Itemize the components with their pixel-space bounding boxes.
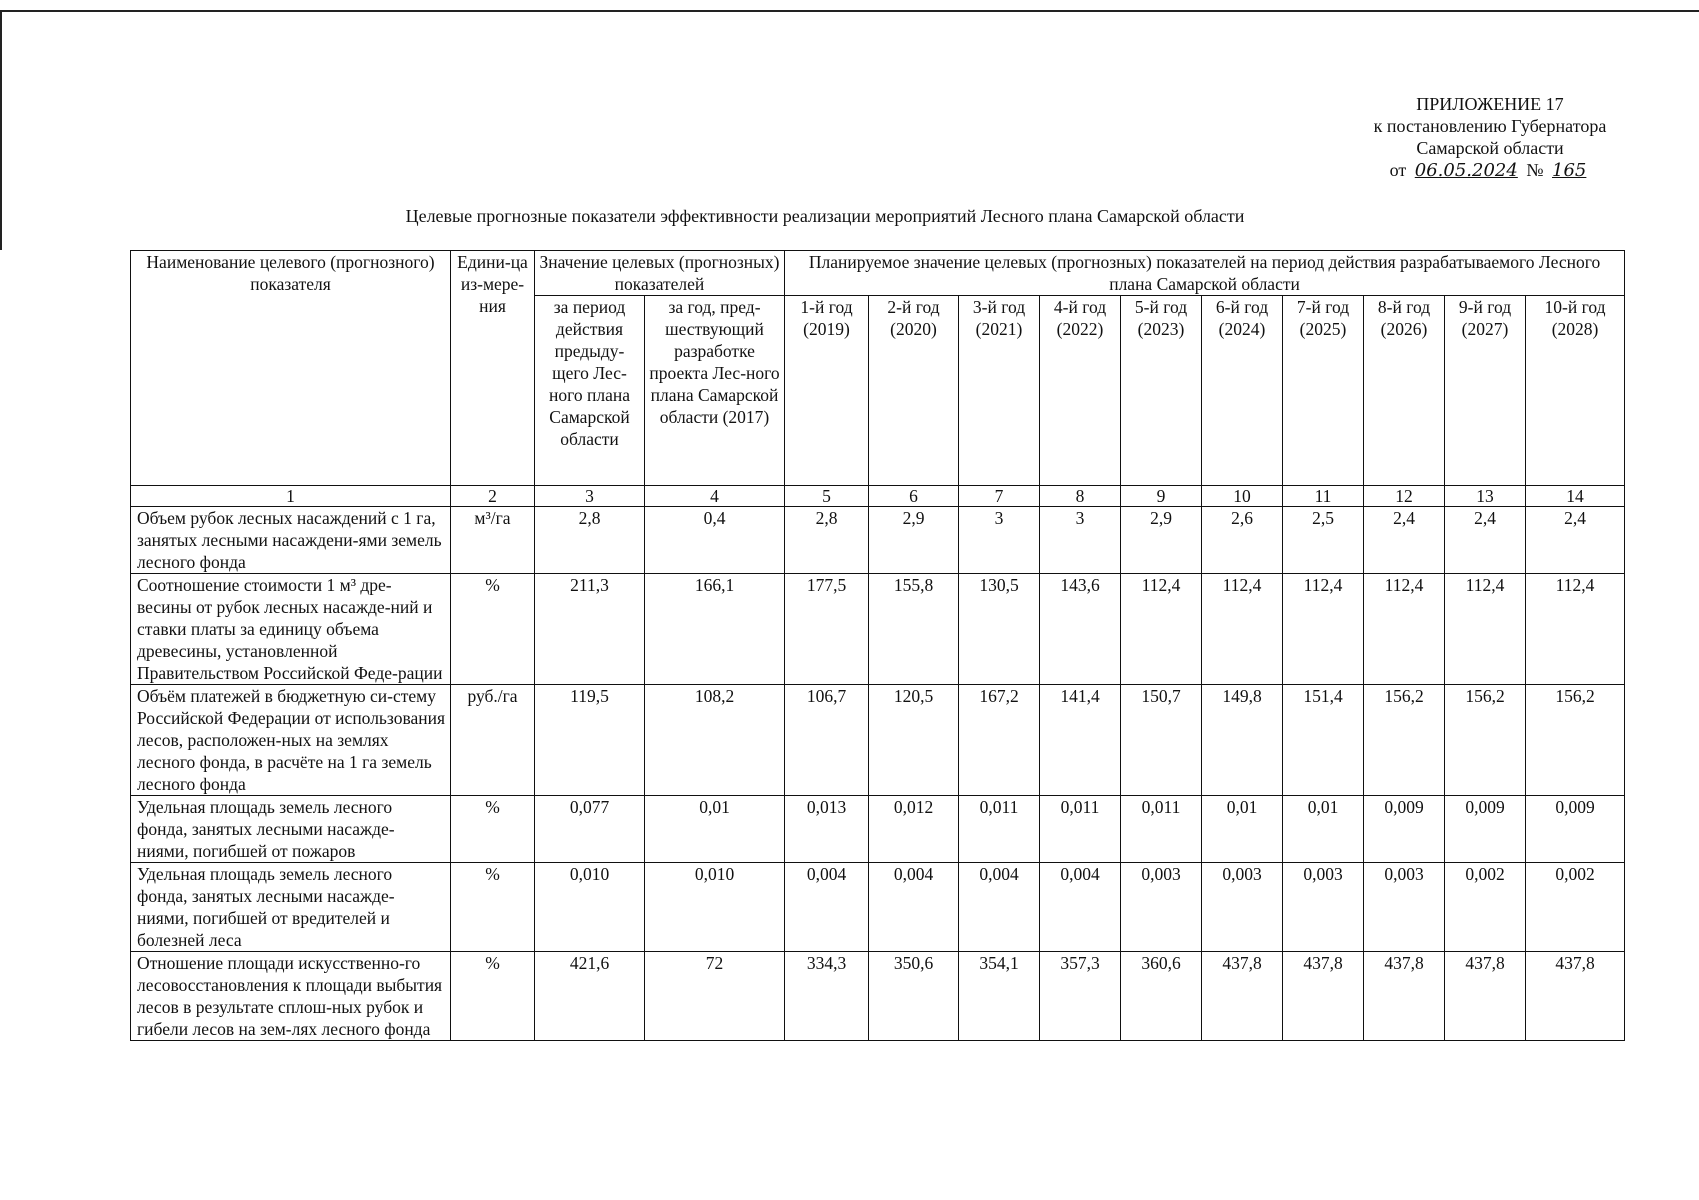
appendix-title: ПРИЛОЖЕНИЕ 17 — [1416, 94, 1564, 114]
value-prev-year: 0,01 — [645, 796, 785, 863]
header-year-5: 5-й год (2023) — [1121, 296, 1202, 486]
table-row — [131, 574, 1625, 685]
value-prev-period: 0,077 — [535, 796, 645, 863]
indicator-name: Объем рубок лесных насаждений с 1 га, занятых лесными насаждени-ями земель лесного фонда — [131, 507, 451, 574]
value-year: 437,8 — [1364, 952, 1445, 1041]
indicator-unit: % — [451, 863, 535, 952]
appendix-line-2: Самарской области — [1416, 138, 1564, 158]
indicators-table-body — [131, 507, 1625, 1041]
value-year: 0,012 — [869, 796, 959, 863]
column-number: 12 — [1364, 486, 1445, 507]
header-year-1: 1-й год (2019) — [785, 296, 869, 486]
value-year: 0,004 — [869, 863, 959, 952]
value-year: 167,2 — [959, 685, 1040, 796]
value-year: 156,2 — [1526, 685, 1625, 796]
value-year: 120,5 — [869, 685, 959, 796]
header-year-2: 2-й год (2020) — [869, 296, 959, 486]
header-planned-group: Планируемое значение целевых (прогнозных) показателей на период действия разрабатываемого Лесного плана Самарской области — [785, 251, 1625, 296]
value-year: 360,6 — [1121, 952, 1202, 1041]
value-prev-year: 166,1 — [645, 574, 785, 685]
value-year: 156,2 — [1364, 685, 1445, 796]
header-year-10: 10-й год (2028) — [1526, 296, 1625, 486]
scan-edge-left — [0, 10, 2, 250]
value-year: 141,4 — [1040, 685, 1121, 796]
value-year: 354,1 — [959, 952, 1040, 1041]
indicators-table — [130, 250, 1625, 1041]
header-year-3: 3-й год (2021) — [959, 296, 1040, 486]
header-values-group: Значение целевых (прогнозных) показателей — [535, 251, 785, 296]
value-year: 106,7 — [785, 685, 869, 796]
value-year: 2,5 — [1283, 507, 1364, 574]
value-prev-period: 421,6 — [535, 952, 645, 1041]
value-prev-year: 108,2 — [645, 685, 785, 796]
indicator-name: Удельная площадь земель лесного фонда, занятых лесными насажде-ниями, погибшей от пожаров — [131, 796, 451, 863]
value-year: 112,4 — [1364, 574, 1445, 685]
header-year-7: 7-й год (2025) — [1283, 296, 1364, 486]
header-name: Наименование целевого (прогнозного) показателя — [131, 251, 451, 486]
column-number: 9 — [1121, 486, 1202, 507]
value-year: 0,002 — [1526, 863, 1625, 952]
appendix-line-1: к постановлению Губернатора — [1373, 116, 1607, 136]
value-year: 3 — [959, 507, 1040, 574]
value-year: 143,6 — [1040, 574, 1121, 685]
header-row-top — [131, 251, 1625, 296]
value-year: 3 — [1040, 507, 1121, 574]
value-prev-year: 0,4 — [645, 507, 785, 574]
indicator-name: Объём платежей в бюджетную си-стему Российской Федерации от использования лесов, расположен-ных на землях лесного фонда, в расчёте на 1 га земель лесного фонда — [131, 685, 451, 796]
column-number: 7 — [959, 486, 1040, 507]
indicator-unit: % — [451, 796, 535, 863]
indicator-name: Соотношение стоимости 1 м³ дре-весины от рубок лесных насажде-ний и ставки платы за единицу объема древесины, установленной Правительством Российской Феде-рации — [131, 574, 451, 685]
value-year: 150,7 — [1121, 685, 1202, 796]
value-year: 2,4 — [1526, 507, 1625, 574]
indicator-name: Отношение площади искусственно-го лесовосстановления к площади выбытия лесов в результате сплош-ных рубок и гибели лесов на зем-лях лесного фонда — [131, 952, 451, 1041]
header-prev-year: за год, пред-шествующий разработке проекта Лес-ного плана Самарской области (2017) — [645, 296, 785, 486]
column-number: 1 — [131, 486, 451, 507]
number-value: 165 — [1552, 160, 1587, 181]
value-year: 437,8 — [1445, 952, 1526, 1041]
value-year: 2,9 — [869, 507, 959, 574]
value-prev-year: 72 — [645, 952, 785, 1041]
value-year: 0,01 — [1283, 796, 1364, 863]
value-year: 437,8 — [1283, 952, 1364, 1041]
value-year: 0,01 — [1202, 796, 1283, 863]
value-year: 334,3 — [785, 952, 869, 1041]
column-number: 13 — [1445, 486, 1526, 507]
value-year: 112,4 — [1202, 574, 1283, 685]
value-year: 2,6 — [1202, 507, 1283, 574]
value-year: 130,5 — [959, 574, 1040, 685]
value-year: 155,8 — [869, 574, 959, 685]
value-year: 0,003 — [1202, 863, 1283, 952]
value-year: 0,003 — [1364, 863, 1445, 952]
value-year: 0,009 — [1526, 796, 1625, 863]
value-year: 0,004 — [959, 863, 1040, 952]
value-year: 2,9 — [1121, 507, 1202, 574]
value-year: 0,003 — [1283, 863, 1364, 952]
value-year: 0,002 — [1445, 863, 1526, 952]
value-prev-year: 0,010 — [645, 863, 785, 952]
table-row — [131, 685, 1625, 796]
value-year: 0,009 — [1364, 796, 1445, 863]
value-year: 0,003 — [1121, 863, 1202, 952]
column-numbers-row — [131, 486, 1625, 507]
value-year: 357,3 — [1040, 952, 1121, 1041]
column-number: 11 — [1283, 486, 1364, 507]
column-number: 2 — [451, 486, 535, 507]
indicator-name: Удельная площадь земель лесного фонда, занятых лесными насажде-ниями, погибшей от вредителей и болезней леса — [131, 863, 451, 952]
indicator-unit: % — [451, 574, 535, 685]
header-unit: Едини-ца из-мере-ния — [451, 251, 535, 486]
column-number: 3 — [535, 486, 645, 507]
column-number: 4 — [645, 486, 785, 507]
column-number: 5 — [785, 486, 869, 507]
header-prev-period: за период действия предыду-щего Лес-ного плана Самарской области — [535, 296, 645, 486]
value-prev-period: 211,3 — [535, 574, 645, 685]
value-year: 156,2 — [1445, 685, 1526, 796]
value-year: 0,011 — [1040, 796, 1121, 863]
date-value: 06.05.2024 — [1414, 160, 1518, 181]
table-row — [131, 952, 1625, 1041]
value-year: 437,8 — [1202, 952, 1283, 1041]
column-number: 6 — [869, 486, 959, 507]
value-year: 177,5 — [785, 574, 869, 685]
value-year: 149,8 — [1202, 685, 1283, 796]
indicator-unit: м³/га — [451, 507, 535, 574]
indicator-unit: % — [451, 952, 535, 1041]
value-year: 0,011 — [1121, 796, 1202, 863]
table-row — [131, 507, 1625, 574]
value-year: 2,4 — [1364, 507, 1445, 574]
column-number: 10 — [1202, 486, 1283, 507]
column-number: 14 — [1526, 486, 1625, 507]
value-year: 2,8 — [785, 507, 869, 574]
header-year-6: 6-й год (2024) — [1202, 296, 1283, 486]
value-year: 151,4 — [1283, 685, 1364, 796]
column-number: 8 — [1040, 486, 1121, 507]
value-prev-period: 0,010 — [535, 863, 645, 952]
value-year: 0,013 — [785, 796, 869, 863]
header-year-4: 4-й год (2022) — [1040, 296, 1121, 486]
scan-edge-top — [0, 10, 1699, 12]
table-row — [131, 863, 1625, 952]
appendix-date-line — [1340, 159, 1640, 182]
value-year: 0,004 — [1040, 863, 1121, 952]
value-year: 437,8 — [1526, 952, 1625, 1041]
appendix-block — [1340, 93, 1640, 182]
value-year: 0,004 — [785, 863, 869, 952]
date-prefix: от — [1389, 160, 1407, 180]
value-year: 2,4 — [1445, 507, 1526, 574]
number-prefix: № — [1526, 160, 1544, 180]
header-year-8: 8-й год (2026) — [1364, 296, 1445, 486]
value-prev-period: 2,8 — [535, 507, 645, 574]
value-year: 112,4 — [1121, 574, 1202, 685]
value-year: 112,4 — [1283, 574, 1364, 685]
header-year-9: 9-й год (2027) — [1445, 296, 1526, 486]
table-row — [131, 796, 1625, 863]
document-title: Целевые прогнозные показатели эффективности реализации мероприятий Лесного плана Самарской области — [405, 206, 1245, 226]
value-year: 0,011 — [959, 796, 1040, 863]
value-year: 350,6 — [869, 952, 959, 1041]
value-prev-period: 119,5 — [535, 685, 645, 796]
indicator-unit: руб./га — [451, 685, 535, 796]
value-year: 112,4 — [1445, 574, 1526, 685]
value-year: 0,009 — [1445, 796, 1526, 863]
value-year: 112,4 — [1526, 574, 1625, 685]
